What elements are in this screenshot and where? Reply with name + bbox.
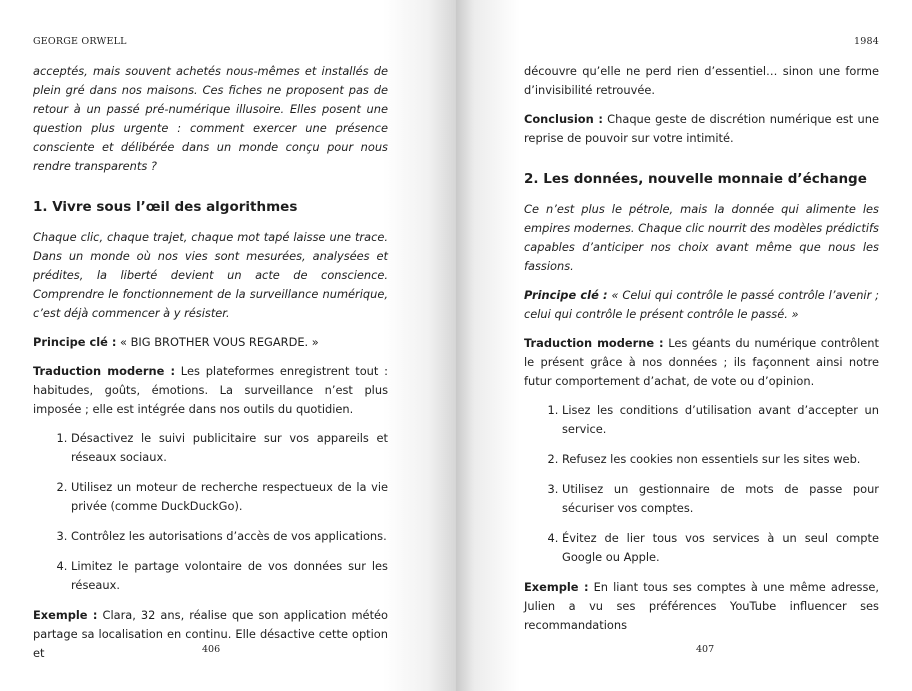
section-title: 2. Les données, nouvelle monnaie d’échange [524,171,867,187]
section-intro: Ce n’est plus le pétrole, mais la donnée qui alimente les empires modernes. Chaque clic nourrit des modèles prédictifs capables d’anticiper nos choix avant même que nous les fassions. [524,202,879,273]
list-item: 4. Limitez le partage volontaire de vos données sur les réseaux. [71,557,388,595]
example-text: Clara, 32 ans, réalise que son application météo partage sa localisation en continu. Elle désactive cette option et [33,608,389,660]
list-item: 2. Utilisez un moteur de recherche respectueux de la vie privée (comme DuckDuckGo). [71,478,388,516]
list-item: 1. Lisez les conditions d’utilisation avant d’accepter un service. [562,401,879,439]
left-page-body [33,62,388,673]
principle-label: Principe clé : [33,335,117,349]
list-item: 4. Évitez de lier tous vos services à un seul compte Google ou Apple. [562,529,879,567]
example-text: En liant tous ses comptes à une même adresse, Julien a vu ses préférences YouTube influencer ses recommandations [524,580,880,632]
principle-paragraph [33,333,388,352]
running-head-author: GEORGE ORWELL [33,36,127,47]
conclusion-text: Chaque geste de discrétion numérique est une reprise de pouvoir sur votre intimité. [524,112,879,145]
translation-label: Traduction moderne : [33,364,175,378]
conclusion-paragraph [524,110,879,148]
right-page [456,0,912,691]
translation-paragraph [524,334,879,391]
list-item: 3. Contrôlez les autorisations d’accès de vos applications. [71,527,388,546]
advice-list [33,429,388,595]
page-number: 407 [696,644,715,655]
translation-label: Traduction moderne : [524,336,664,350]
right-page-body [524,62,879,645]
list-item: 2. Refusez les cookies non essentiels sur les sites web. [562,450,879,469]
continued-paragraph: découvre qu’elle ne perd rien d’essentiel… sinon une forme d’invisibilité retrouvée. [524,64,879,97]
translation-text: Les plateformes enregistrent tout : habitudes, goûts, émotions. La surveillance n’est plus imposée ; elle est intégrée dans nos outils du quotidien. [33,364,388,416]
section-intro: Chaque clic, chaque trajet, chaque mot tapé laisse une trace. Dans un monde où nos vies sont mesurées, analysées et prédites, la liberté devient un acte de conscience. Comprendre le fonctionnement de la surveillance numérique, c’est déjà commencer à y résister. [33,230,388,320]
section-title: 1. Vivre sous l’œil des algorithmes [33,199,298,215]
translation-paragraph [33,362,388,419]
translation-text: Les géants du numérique contrôlent le présent grâce à nos données ; ils façonnent ainsi notre futur comportement d’achat, de vote ou d’opinion. [524,336,879,388]
conclusion-label: Conclusion : [524,112,603,126]
page-number: 406 [202,644,221,655]
list-item: 1. Désactivez le suivi publicitaire sur vos appareils et réseaux sociaux. [71,429,388,467]
list-item: 3. Utilisez un gestionnaire de mots de passe pour sécuriser vos comptes. [562,480,879,518]
example-paragraph [524,578,879,635]
principle-text: « BIG BROTHER VOUS REGARDE. » [116,335,319,349]
example-label: Exemple : [524,580,589,594]
principle-label: Principe clé : [524,288,608,302]
principle-text: « Celui qui contrôle le passé contrôle l’avenir ; celui qui contrôle le présent contrôle le passé. » [524,288,879,321]
intro-paragraph: acceptés, mais souvent achetés nous-mêmes et installés de plein gré dans nos maisons. Ces fiches ne proposent pas de retour à un passé pré-numérique illusoire. Elles posent une question plus urgente : comment exercer une présence consciente et délibérée dans un monde conçu pour nous rendre transparents ? [33,64,388,173]
advice-list [524,401,879,567]
example-label: Exemple : [33,608,98,622]
running-head-title: 1984 [854,36,879,47]
principle-paragraph [524,286,879,324]
